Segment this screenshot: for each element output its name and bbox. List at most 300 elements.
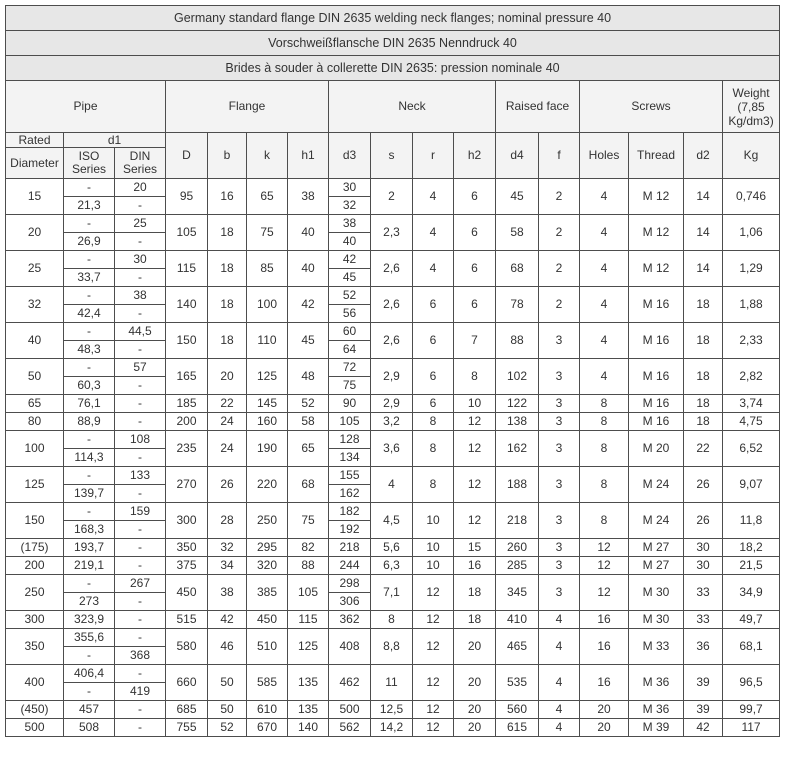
holes-cell: 12	[580, 539, 629, 557]
din-series-cell: -	[115, 629, 166, 647]
din-series-cell: -	[115, 539, 166, 557]
f-cell: 2	[539, 251, 580, 287]
title-row-en	[6, 6, 780, 31]
s-cell: 14,2	[371, 719, 413, 737]
holes-cell: 4	[580, 323, 629, 359]
flange-k-cell: 610	[247, 701, 288, 719]
rated-diameter-cell: 500	[6, 719, 64, 737]
rated-diameter-cell: 40	[6, 323, 64, 359]
s-cell: 7,1	[371, 575, 413, 611]
neck-d3-cell: 40	[329, 233, 371, 251]
neck-d3-cell: 105	[329, 413, 371, 431]
din-series-cell: -	[115, 485, 166, 503]
flange-b-cell: 22	[208, 395, 247, 413]
iso-label: ISO	[78, 149, 100, 163]
din-series-cell: 20	[115, 179, 166, 197]
holes-cell: 20	[580, 719, 629, 737]
flange-d-cell: 515	[166, 611, 208, 629]
f-cell: 4	[539, 611, 580, 629]
neck-d3-cell: 462	[329, 665, 371, 701]
col-header-s: s	[371, 133, 413, 179]
f-cell: 2	[539, 179, 580, 215]
flange-d-cell: 185	[166, 395, 208, 413]
d2-cell: 33	[684, 575, 723, 611]
neck-d3-cell: 134	[329, 449, 371, 467]
d4-cell: 260	[496, 539, 539, 557]
h2-cell: 7	[454, 323, 496, 359]
iso-series-label: Series	[71, 162, 106, 176]
thread-cell: M 12	[629, 215, 684, 251]
flange-k-cell: 85	[247, 251, 288, 287]
thread-cell: M 16	[629, 323, 684, 359]
col-header-f: f	[539, 133, 580, 179]
title-row-de	[6, 31, 780, 56]
rated-diameter-cell: 20	[6, 215, 64, 251]
h2-cell: 20	[454, 629, 496, 665]
col-header-d4: d4	[496, 133, 539, 179]
r-cell: 8	[413, 467, 454, 503]
flange-k-cell: 385	[247, 575, 288, 611]
kg-cell: 21,5	[723, 557, 780, 575]
kg-cell: 0,746	[723, 179, 780, 215]
table-row	[6, 557, 780, 575]
flange-h1-cell: 68	[288, 467, 329, 503]
table-row	[6, 467, 780, 485]
holes-cell: 4	[580, 251, 629, 287]
flange-b-cell: 46	[208, 629, 247, 665]
h2-cell: 10	[454, 395, 496, 413]
flange-b-cell: 18	[208, 251, 247, 287]
d4-cell: 78	[496, 287, 539, 323]
thread-cell: M 27	[629, 557, 684, 575]
d4-cell: 560	[496, 701, 539, 719]
thread-cell: M 33	[629, 629, 684, 665]
h2-cell: 6	[454, 215, 496, 251]
col-header-thread: Thread	[629, 133, 684, 179]
kg-cell: 9,07	[723, 467, 780, 503]
din-series-cell: -	[115, 269, 166, 287]
holes-cell: 8	[580, 431, 629, 467]
r-cell: 6	[413, 323, 454, 359]
flange-d-cell: 300	[166, 503, 208, 539]
din-series-cell: -	[115, 719, 166, 737]
col-header-d3: d3	[329, 133, 371, 179]
h2-cell: 16	[454, 557, 496, 575]
r-cell: 12	[413, 701, 454, 719]
flange-b-cell: 24	[208, 413, 247, 431]
iso-series-cell: 76,1	[64, 395, 115, 413]
r-cell: 12	[413, 575, 454, 611]
din-series-label: Series	[122, 162, 157, 176]
kg-cell: 6,52	[723, 431, 780, 467]
h2-cell: 6	[454, 179, 496, 215]
col-header-b: b	[208, 133, 247, 179]
flange-k-cell: 110	[247, 323, 288, 359]
s-cell: 5,6	[371, 539, 413, 557]
col-header-holes: Holes	[580, 133, 629, 179]
h2-cell: 12	[454, 467, 496, 503]
f-cell: 3	[539, 395, 580, 413]
din-series-cell: 267	[115, 575, 166, 593]
flange-b-cell: 52	[208, 719, 247, 737]
f-cell: 3	[539, 575, 580, 611]
iso-series-cell: 323,9	[64, 611, 115, 629]
s-cell: 3,2	[371, 413, 413, 431]
d2-cell: 26	[684, 467, 723, 503]
holes-cell: 16	[580, 611, 629, 629]
rated-diameter-cell: 50	[6, 359, 64, 395]
weight-label: Weight	[732, 85, 770, 100]
flange-b-cell: 42	[208, 611, 247, 629]
flange-h1-cell: 125	[288, 629, 329, 665]
iso-series-cell: 42,4	[64, 305, 115, 323]
col-header-h2: h2	[454, 133, 496, 179]
rated-diameter-cell: 15	[6, 179, 64, 215]
kg-cell: 34,9	[723, 575, 780, 611]
flange-d-cell: 200	[166, 413, 208, 431]
flange-k-cell: 160	[247, 413, 288, 431]
flange-b-cell: 18	[208, 287, 247, 323]
group-raised-face-header: Raised face	[496, 81, 580, 133]
rated-diameter-cell: 300	[6, 611, 64, 629]
iso-series-cell: 219,1	[64, 557, 115, 575]
iso-series-cell: 193,7	[64, 539, 115, 557]
s-cell: 3,6	[371, 431, 413, 467]
d4-cell: 138	[496, 413, 539, 431]
s-cell: 2,9	[371, 359, 413, 395]
neck-d3-cell: 128	[329, 431, 371, 449]
r-cell: 6	[413, 359, 454, 395]
flange-d-cell: 450	[166, 575, 208, 611]
weight-density: (7,85	[737, 99, 765, 114]
flange-h1-cell: 105	[288, 575, 329, 611]
d4-cell: 218	[496, 503, 539, 539]
table-body	[6, 6, 780, 737]
holes-cell: 8	[580, 503, 629, 539]
iso-series-cell: 88,9	[64, 413, 115, 431]
din-series-cell: -	[115, 449, 166, 467]
flange-h1-cell: 88	[288, 557, 329, 575]
flange-b-cell: 32	[208, 539, 247, 557]
r-cell: 10	[413, 539, 454, 557]
diameter-header: Diameter	[6, 148, 64, 179]
h2-cell: 6	[454, 287, 496, 323]
group-weight-header	[723, 81, 780, 133]
table-title-en: Germany standard flange DIN 2635 welding neck flanges; nominal pressure 40	[6, 6, 780, 31]
iso-series-cell: 273	[64, 593, 115, 611]
neck-d3-cell: 244	[329, 557, 371, 575]
f-cell: 3	[539, 539, 580, 557]
f-cell: 3	[539, 467, 580, 503]
flange-k-cell: 250	[247, 503, 288, 539]
thread-cell: M 20	[629, 431, 684, 467]
thread-cell: M 16	[629, 287, 684, 323]
holes-cell: 4	[580, 215, 629, 251]
iso-series-cell: -	[64, 215, 115, 233]
din-series-cell: 25	[115, 215, 166, 233]
r-cell: 12	[413, 665, 454, 701]
flange-b-cell: 18	[208, 215, 247, 251]
col-header-r: r	[413, 133, 454, 179]
kg-cell: 96,5	[723, 665, 780, 701]
flange-b-cell: 16	[208, 179, 247, 215]
h2-cell: 8	[454, 359, 496, 395]
flange-h1-cell: 75	[288, 503, 329, 539]
din-label: DIN	[129, 149, 151, 163]
weight-unit: Kg/dm3)	[728, 113, 774, 128]
group-header-row	[6, 81, 780, 133]
iso-series-cell: -	[64, 503, 115, 521]
r-cell: 4	[413, 179, 454, 215]
s-cell: 2,9	[371, 395, 413, 413]
flange-d-cell: 685	[166, 701, 208, 719]
title-row-fr	[6, 56, 780, 81]
neck-d3-cell: 408	[329, 629, 371, 665]
din-series-cell: 419	[115, 683, 166, 701]
flange-h1-cell: 135	[288, 665, 329, 701]
holes-cell: 4	[580, 287, 629, 323]
s-cell: 2,6	[371, 287, 413, 323]
iso-series-cell: -	[64, 179, 115, 197]
rated-diameter-cell: 80	[6, 413, 64, 431]
flange-h1-cell: 58	[288, 413, 329, 431]
r-cell: 12	[413, 611, 454, 629]
d4-cell: 45	[496, 179, 539, 215]
flange-b-cell: 26	[208, 467, 247, 503]
f-cell: 3	[539, 359, 580, 395]
table-row	[6, 413, 780, 431]
f-cell: 3	[539, 557, 580, 575]
table-row	[6, 503, 780, 521]
h2-cell: 15	[454, 539, 496, 557]
kg-cell: 1,06	[723, 215, 780, 251]
d4-cell: 188	[496, 467, 539, 503]
s-cell: 6,3	[371, 557, 413, 575]
s-cell: 2,6	[371, 323, 413, 359]
rated-diameter-cell: 400	[6, 665, 64, 701]
flange-b-cell: 20	[208, 359, 247, 395]
f-cell: 3	[539, 431, 580, 467]
kg-cell: 2,33	[723, 323, 780, 359]
din-series-cell: 44,5	[115, 323, 166, 341]
d2-cell: 18	[684, 359, 723, 395]
h2-cell: 18	[454, 611, 496, 629]
h2-cell: 12	[454, 413, 496, 431]
kg-cell: 2,82	[723, 359, 780, 395]
flange-k-cell: 145	[247, 395, 288, 413]
neck-d3-cell: 192	[329, 521, 371, 539]
flange-d-cell: 105	[166, 215, 208, 251]
d2-cell: 39	[684, 665, 723, 701]
kg-cell: 18,2	[723, 539, 780, 557]
s-cell: 8,8	[371, 629, 413, 665]
d2-cell: 14	[684, 215, 723, 251]
d4-cell: 162	[496, 431, 539, 467]
flange-h1-cell: 38	[288, 179, 329, 215]
din-series-cell: 133	[115, 467, 166, 485]
flange-h1-cell: 82	[288, 539, 329, 557]
neck-d3-cell: 64	[329, 341, 371, 359]
thread-cell: M 24	[629, 503, 684, 539]
din-series-cell: -	[115, 557, 166, 575]
table-title-fr: Brides à souder à collerette DIN 2635: pression nominale 40	[6, 56, 780, 81]
flange-b-cell: 50	[208, 665, 247, 701]
h2-cell: 20	[454, 719, 496, 737]
flange-d-cell: 755	[166, 719, 208, 737]
din-series-header	[115, 148, 166, 179]
iso-series-cell: 139,7	[64, 485, 115, 503]
rated-diameter-cell: 125	[6, 467, 64, 503]
holes-cell: 12	[580, 575, 629, 611]
h2-cell: 6	[454, 251, 496, 287]
iso-series-cell: 355,6	[64, 629, 115, 647]
flange-b-cell: 50	[208, 701, 247, 719]
f-cell: 4	[539, 665, 580, 701]
s-cell: 2	[371, 179, 413, 215]
flange-k-cell: 100	[247, 287, 288, 323]
table-row	[6, 323, 780, 341]
holes-cell: 4	[580, 359, 629, 395]
s-cell: 8	[371, 611, 413, 629]
f-cell: 2	[539, 287, 580, 323]
flange-h1-cell: 65	[288, 431, 329, 467]
thread-cell: M 12	[629, 179, 684, 215]
flange-h1-cell: 48	[288, 359, 329, 395]
table-row	[6, 719, 780, 737]
f-cell: 3	[539, 503, 580, 539]
table-row	[6, 701, 780, 719]
flange-k-cell: 510	[247, 629, 288, 665]
neck-d3-cell: 562	[329, 719, 371, 737]
r-cell: 12	[413, 719, 454, 737]
iso-series-cell: 21,3	[64, 197, 115, 215]
thread-cell: M 39	[629, 719, 684, 737]
r-cell: 8	[413, 413, 454, 431]
din-series-cell: -	[115, 593, 166, 611]
group-neck-header: Neck	[329, 81, 496, 133]
d4-cell: 58	[496, 215, 539, 251]
d4-cell: 285	[496, 557, 539, 575]
kg-cell: 49,7	[723, 611, 780, 629]
r-cell: 6	[413, 287, 454, 323]
thread-cell: M 16	[629, 413, 684, 431]
neck-d3-cell: 306	[329, 593, 371, 611]
neck-d3-cell: 52	[329, 287, 371, 305]
iso-series-cell: -	[64, 323, 115, 341]
iso-series-cell: 33,7	[64, 269, 115, 287]
din-series-cell: -	[115, 701, 166, 719]
rated-diameter-cell: 100	[6, 431, 64, 467]
table-row	[6, 665, 780, 683]
kg-cell: 99,7	[723, 701, 780, 719]
r-cell: 10	[413, 503, 454, 539]
flange-d-cell: 660	[166, 665, 208, 701]
flange-d-cell: 235	[166, 431, 208, 467]
flange-k-cell: 220	[247, 467, 288, 503]
flange-d-cell: 140	[166, 287, 208, 323]
thread-cell: M 16	[629, 359, 684, 395]
iso-series-cell: 457	[64, 701, 115, 719]
d4-cell: 345	[496, 575, 539, 611]
h2-cell: 20	[454, 665, 496, 701]
table-row	[6, 359, 780, 377]
d2-cell: 30	[684, 539, 723, 557]
col-header-kg: Kg	[723, 133, 780, 179]
flange-b-cell: 38	[208, 575, 247, 611]
d2-cell: 42	[684, 719, 723, 737]
rated-diameter-cell: (450)	[6, 701, 64, 719]
din-series-cell: 368	[115, 647, 166, 665]
neck-d3-cell: 155	[329, 467, 371, 485]
f-cell: 4	[539, 629, 580, 665]
din-series-cell: 108	[115, 431, 166, 449]
f-cell: 3	[539, 413, 580, 431]
flange-d-cell: 580	[166, 629, 208, 665]
h2-cell: 12	[454, 503, 496, 539]
iso-series-header	[64, 148, 115, 179]
s-cell: 4,5	[371, 503, 413, 539]
din-series-cell: 38	[115, 287, 166, 305]
iso-series-cell: -	[64, 575, 115, 593]
d2-cell: 14	[684, 251, 723, 287]
neck-d3-cell: 45	[329, 269, 371, 287]
d2-cell: 18	[684, 323, 723, 359]
neck-d3-cell: 218	[329, 539, 371, 557]
d2-cell: 18	[684, 395, 723, 413]
flange-k-cell: 670	[247, 719, 288, 737]
neck-d3-cell: 162	[329, 485, 371, 503]
flange-k-cell: 65	[247, 179, 288, 215]
iso-series-cell: 508	[64, 719, 115, 737]
flange-b-cell: 24	[208, 431, 247, 467]
flange-h1-cell: 115	[288, 611, 329, 629]
iso-series-cell: 168,3	[64, 521, 115, 539]
h2-cell: 18	[454, 575, 496, 611]
table-row	[6, 287, 780, 305]
d4-cell: 88	[496, 323, 539, 359]
kg-cell: 11,8	[723, 503, 780, 539]
din-series-cell: 30	[115, 251, 166, 269]
flange-k-cell: 125	[247, 359, 288, 395]
r-cell: 4	[413, 215, 454, 251]
iso-series-cell: 406,4	[64, 665, 115, 683]
iso-series-cell: 48,3	[64, 341, 115, 359]
din-series-cell: -	[115, 665, 166, 683]
d2-cell: 33	[684, 611, 723, 629]
din-series-cell: -	[115, 233, 166, 251]
din-series-cell: -	[115, 305, 166, 323]
thread-cell: M 36	[629, 701, 684, 719]
flange-h1-cell: 140	[288, 719, 329, 737]
d2-cell: 22	[684, 431, 723, 467]
flange-d-cell: 165	[166, 359, 208, 395]
neck-d3-cell: 32	[329, 197, 371, 215]
holes-cell: 16	[580, 665, 629, 701]
d2-cell: 36	[684, 629, 723, 665]
thread-cell: M 27	[629, 539, 684, 557]
table-row	[6, 395, 780, 413]
flange-b-cell: 18	[208, 323, 247, 359]
flange-k-cell: 295	[247, 539, 288, 557]
thread-cell: M 30	[629, 611, 684, 629]
r-cell: 8	[413, 431, 454, 467]
f-cell: 4	[539, 701, 580, 719]
neck-d3-cell: 72	[329, 359, 371, 377]
din-series-cell: 57	[115, 359, 166, 377]
r-cell: 10	[413, 557, 454, 575]
flange-k-cell: 450	[247, 611, 288, 629]
kg-cell: 3,74	[723, 395, 780, 413]
